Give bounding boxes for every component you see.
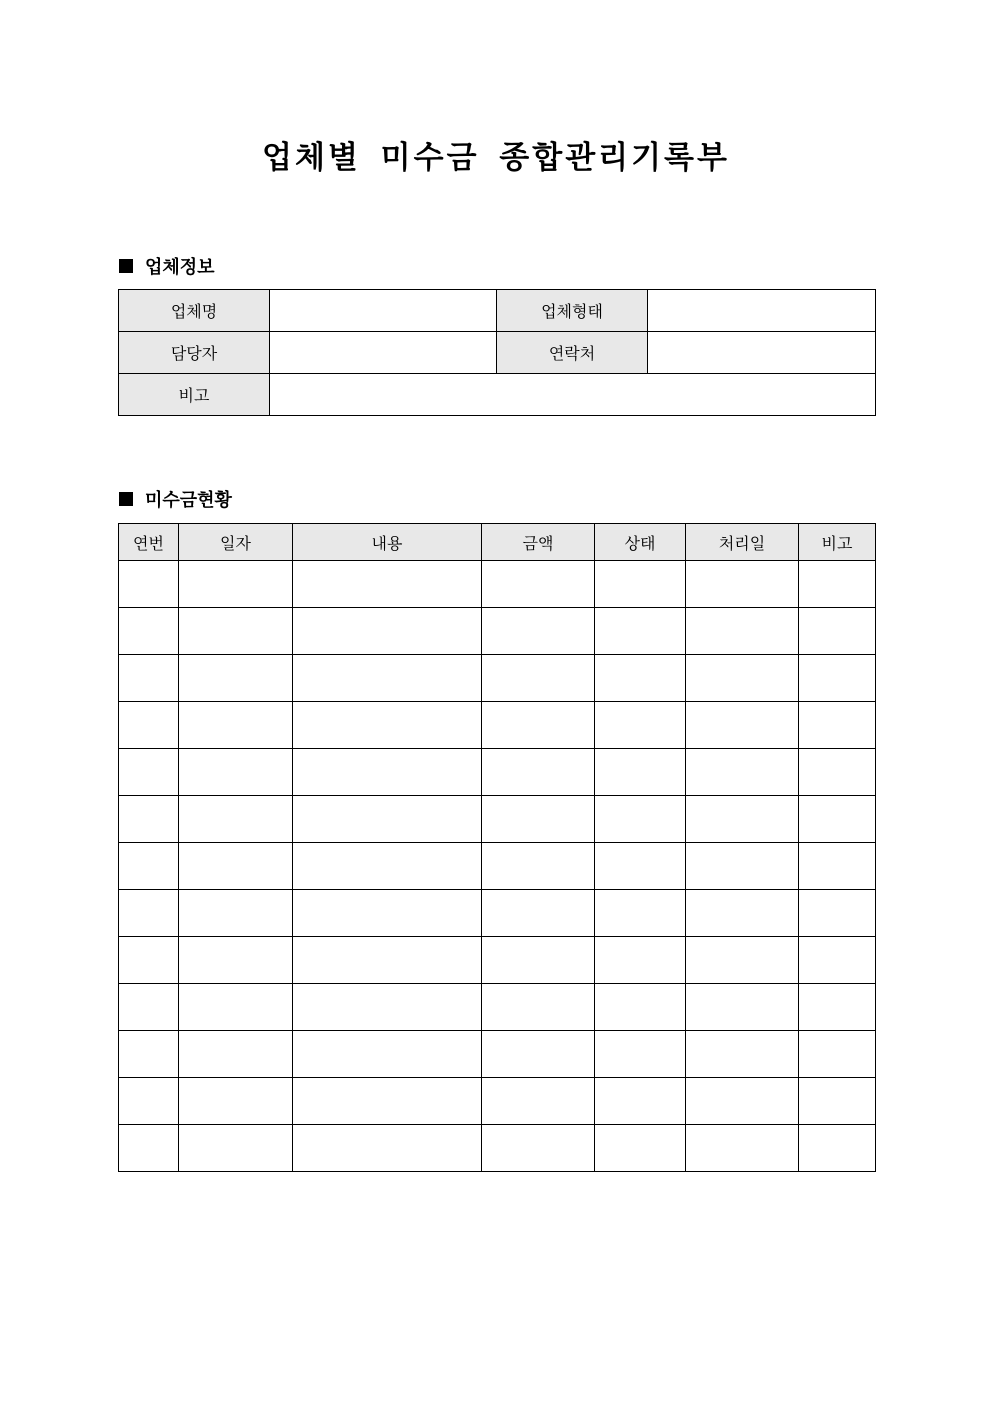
table-row <box>119 1078 876 1125</box>
cell-serial[interactable] <box>119 655 179 702</box>
cell-date[interactable] <box>179 937 293 984</box>
cell-processed-date[interactable] <box>686 1031 799 1078</box>
cell-description[interactable] <box>293 702 482 749</box>
cell-amount[interactable] <box>482 984 595 1031</box>
cell-serial[interactable] <box>119 1125 179 1172</box>
cell-serial[interactable] <box>119 796 179 843</box>
cell-date[interactable] <box>179 608 293 655</box>
table-row <box>119 796 876 843</box>
cell-date[interactable] <box>179 890 293 937</box>
cell-amount[interactable] <box>482 702 595 749</box>
cell-status[interactable] <box>595 561 686 608</box>
cell-status[interactable] <box>595 655 686 702</box>
table-header-row <box>119 524 876 561</box>
cell-processed-date[interactable] <box>686 937 799 984</box>
manager-field[interactable] <box>270 332 497 374</box>
company-info-heading-text: 업체정보 <box>145 257 215 278</box>
cell-date[interactable] <box>179 796 293 843</box>
cell-remarks[interactable] <box>799 937 876 984</box>
cell-remarks[interactable] <box>799 702 876 749</box>
table-row <box>119 655 876 702</box>
contact-label: 연락처 <box>497 332 648 374</box>
column-header-date: 일자 <box>179 524 293 561</box>
cell-description[interactable] <box>293 1031 482 1078</box>
cell-amount[interactable] <box>482 1078 595 1125</box>
receivables-heading <box>119 486 232 512</box>
contact-field[interactable] <box>648 332 876 374</box>
cell-status[interactable] <box>595 1125 686 1172</box>
square-bullet-icon <box>119 492 133 506</box>
cell-remarks[interactable] <box>799 1078 876 1125</box>
company-info-row <box>119 332 876 374</box>
cell-processed-date[interactable] <box>686 655 799 702</box>
cell-status[interactable] <box>595 608 686 655</box>
column-header-status: 상태 <box>595 524 686 561</box>
table-row <box>119 984 876 1031</box>
cell-serial[interactable] <box>119 984 179 1031</box>
cell-description[interactable] <box>293 749 482 796</box>
square-bullet-icon <box>119 259 133 273</box>
cell-amount[interactable] <box>482 655 595 702</box>
remarks-field[interactable] <box>270 374 876 416</box>
cell-serial[interactable] <box>119 749 179 796</box>
document-title: 업체별 미수금 종합관리기록부 <box>262 140 730 176</box>
manager-label: 담당자 <box>119 332 270 374</box>
cell-amount[interactable] <box>482 749 595 796</box>
cell-date[interactable] <box>179 655 293 702</box>
cell-description[interactable] <box>293 843 482 890</box>
cell-status[interactable] <box>595 749 686 796</box>
cell-remarks[interactable] <box>799 1031 876 1078</box>
cell-date[interactable] <box>179 1078 293 1125</box>
cell-serial[interactable] <box>119 608 179 655</box>
table-row <box>119 749 876 796</box>
cell-remarks[interactable] <box>799 749 876 796</box>
cell-description[interactable] <box>293 937 482 984</box>
cell-serial[interactable] <box>119 1078 179 1125</box>
column-header-amount: 금액 <box>482 524 595 561</box>
cell-serial[interactable] <box>119 843 179 890</box>
cell-processed-date[interactable] <box>686 561 799 608</box>
cell-remarks[interactable] <box>799 608 876 655</box>
table-row <box>119 702 876 749</box>
table-row <box>119 608 876 655</box>
cell-processed-date[interactable] <box>686 702 799 749</box>
cell-amount[interactable] <box>482 1125 595 1172</box>
column-header-description: 내용 <box>293 524 482 561</box>
remarks-label: 비고 <box>119 374 270 416</box>
cell-remarks[interactable] <box>799 984 876 1031</box>
cell-status[interactable] <box>595 1031 686 1078</box>
cell-description[interactable] <box>293 796 482 843</box>
table-row <box>119 561 876 608</box>
cell-status[interactable] <box>595 702 686 749</box>
cell-description[interactable] <box>293 561 482 608</box>
table-row <box>119 843 876 890</box>
company-type-label: 업체형태 <box>497 290 648 332</box>
cell-amount[interactable] <box>482 561 595 608</box>
cell-processed-date[interactable] <box>686 1125 799 1172</box>
cell-status[interactable] <box>595 890 686 937</box>
company-type-field[interactable] <box>648 290 876 332</box>
cell-date[interactable] <box>179 1125 293 1172</box>
cell-amount[interactable] <box>482 937 595 984</box>
cell-amount[interactable] <box>482 796 595 843</box>
cell-date[interactable] <box>179 561 293 608</box>
column-header-remarks: 비고 <box>799 524 876 561</box>
cell-description[interactable] <box>293 655 482 702</box>
cell-status[interactable] <box>595 1078 686 1125</box>
cell-processed-date[interactable] <box>686 796 799 843</box>
table-row <box>119 1031 876 1078</box>
cell-description[interactable] <box>293 608 482 655</box>
cell-description[interactable] <box>293 984 482 1031</box>
company-info-row <box>119 374 876 416</box>
table-row <box>119 937 876 984</box>
cell-amount[interactable] <box>482 843 595 890</box>
cell-status[interactable] <box>595 796 686 843</box>
company-name-field[interactable] <box>270 290 497 332</box>
cell-processed-date[interactable] <box>686 843 799 890</box>
company-name-label: 업체명 <box>119 290 270 332</box>
cell-status[interactable] <box>595 937 686 984</box>
cell-date[interactable] <box>179 984 293 1031</box>
table-row <box>119 890 876 937</box>
cell-serial[interactable] <box>119 702 179 749</box>
cell-remarks[interactable] <box>799 1125 876 1172</box>
cell-amount[interactable] <box>482 890 595 937</box>
cell-amount[interactable] <box>482 608 595 655</box>
cell-date[interactable] <box>179 843 293 890</box>
cell-processed-date[interactable] <box>686 749 799 796</box>
column-header-processed-date: 처리일 <box>686 524 799 561</box>
cell-serial[interactable] <box>119 890 179 937</box>
cell-processed-date[interactable] <box>686 984 799 1031</box>
cell-processed-date[interactable] <box>686 608 799 655</box>
cell-serial[interactable] <box>119 561 179 608</box>
company-info-table <box>118 289 876 416</box>
table-row <box>119 1125 876 1172</box>
cell-status[interactable] <box>595 843 686 890</box>
cell-processed-date[interactable] <box>686 1078 799 1125</box>
cell-description[interactable] <box>293 1125 482 1172</box>
company-info-row <box>119 290 876 332</box>
receivables-heading-text: 미수금현황 <box>145 490 232 511</box>
cell-date[interactable] <box>179 702 293 749</box>
cell-remarks[interactable] <box>799 843 876 890</box>
cell-date[interactable] <box>179 749 293 796</box>
cell-remarks[interactable] <box>799 796 876 843</box>
cell-amount[interactable] <box>482 1031 595 1078</box>
cell-description[interactable] <box>293 890 482 937</box>
cell-description[interactable] <box>293 1078 482 1125</box>
cell-remarks[interactable] <box>799 655 876 702</box>
cell-status[interactable] <box>595 984 686 1031</box>
cell-processed-date[interactable] <box>686 890 799 937</box>
cell-serial[interactable] <box>119 937 179 984</box>
column-header-serial: 연번 <box>119 524 179 561</box>
company-info-heading <box>119 253 215 279</box>
receivables-table <box>118 523 876 1172</box>
cell-remarks[interactable] <box>799 561 876 608</box>
cell-serial[interactable] <box>119 1031 179 1078</box>
cell-date[interactable] <box>179 1031 293 1078</box>
cell-remarks[interactable] <box>799 890 876 937</box>
